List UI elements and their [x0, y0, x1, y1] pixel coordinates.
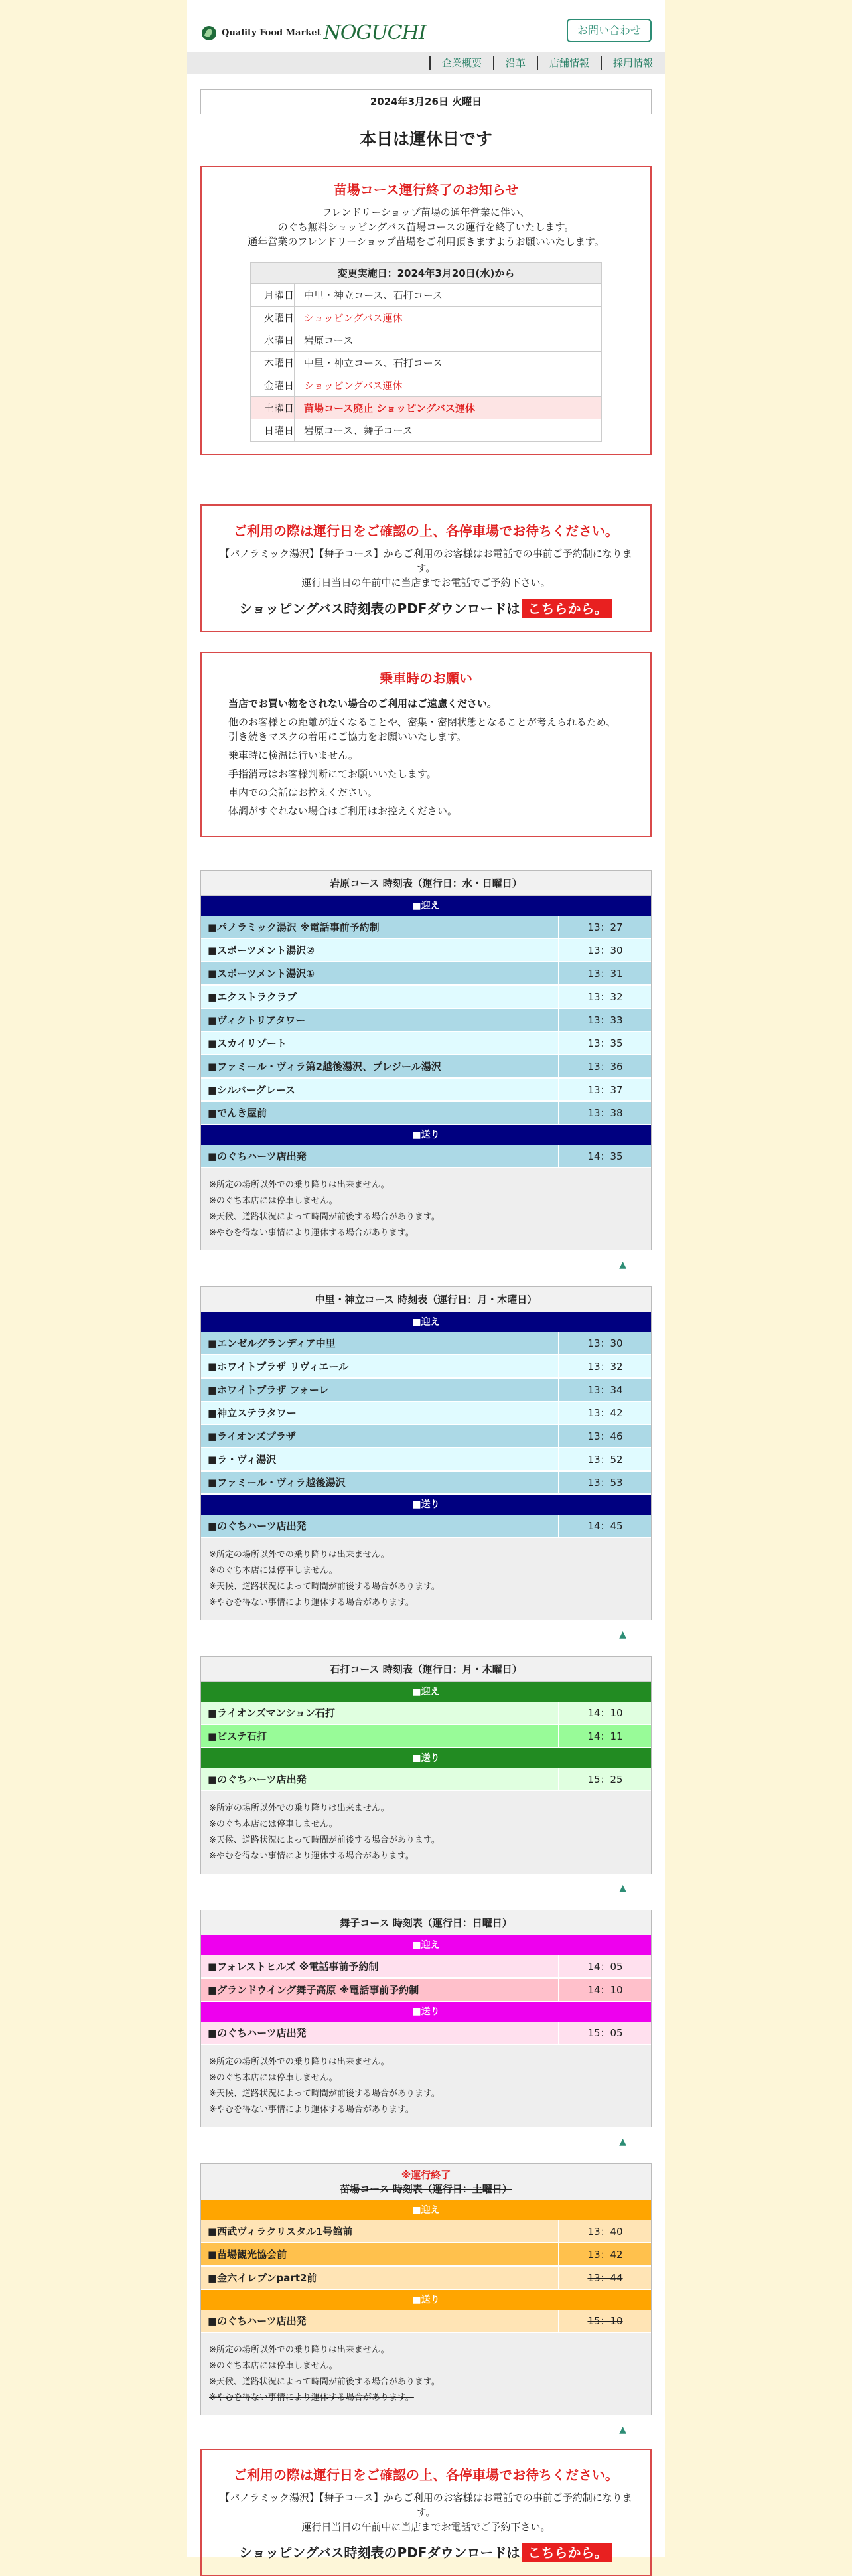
stop-name: ■ファミール・ヴィラ第2越後湯沢、プレジール湯沢	[201, 1055, 559, 1077]
stop-time: 14：11	[587, 1730, 623, 1742]
back-to-top-icon[interactable]: ▲	[619, 2425, 626, 2435]
stop-time: 13：36	[587, 1061, 623, 1073]
stop-time: 14：05	[587, 1961, 623, 1973]
pdf-download-link[interactable]: こちらから。	[522, 599, 612, 618]
section-band: ■迎え	[201, 896, 651, 916]
stop-time: 13：34	[587, 1384, 623, 1396]
stop-name: ■のぐちハーツ店出発	[201, 2022, 559, 2044]
stop-name: ■ビステ石打	[201, 1725, 559, 1747]
stop-name: ■グランドウイング舞子高原 ※電話事前予約制	[201, 1979, 559, 2001]
contact-button[interactable]: お問い合わせ	[567, 19, 652, 42]
date-display: 2024年3月26日 火曜日	[200, 89, 652, 114]
table-row	[251, 284, 602, 307]
timetable	[200, 1910, 652, 2127]
logo[interactable]	[202, 21, 426, 44]
timetable-notes	[201, 2333, 651, 2415]
stop-time: 15：05	[587, 2027, 623, 2039]
list-item: 当店でお買い物をされない場合のご利用はご遠慮ください。	[228, 698, 498, 710]
notice-body	[215, 205, 637, 249]
stop-name: ■ライオンズプラザ	[201, 1425, 559, 1447]
stop-name: ■スカイリゾート	[201, 1032, 559, 1054]
boarding-title: 乗車時のお願い	[380, 670, 472, 686]
table-row	[201, 1145, 651, 1168]
list-item: 体調がすぐれない場合はご利用はお控えください。	[228, 805, 458, 817]
timetable-title: 舞子コース 時刻表（運行日：日曜日）	[201, 1910, 651, 1935]
stop-name: ■神立ステラタワー	[201, 1402, 559, 1424]
table-row	[201, 1379, 651, 1402]
note-line: ※天候、道路状況によって時間が前後する場合があります。	[209, 1835, 440, 1845]
note-line: ※やむを得ない事情により運休する場合があります。	[209, 1228, 414, 1238]
schedule-change-header: 変更実施日：2024年3月20日(水)から	[251, 263, 602, 284]
confirm-line: 【パノラミック湯沢】【舞子コース】からご利用のお客様はお電話での事前ご予約制になります。	[220, 548, 632, 574]
stop-name: ■でんき屋前	[201, 1102, 559, 1124]
confirm-line: 【パノラミック湯沢】【舞子コース】からご利用のお客様はお電話での事前ご予約制になります。	[220, 2492, 632, 2518]
stop-time: 13：46	[587, 1430, 623, 1442]
note-line: ※のぐち本店には停車しません。	[209, 2073, 338, 2083]
note-line: ※やむを得ない事情により運休する場合があります。	[209, 2393, 414, 2403]
table-row	[201, 1032, 651, 1055]
closed-message: 本日は運休日です	[359, 129, 492, 149]
table-row	[201, 1079, 651, 1102]
table-row	[201, 939, 651, 962]
nav-history[interactable]: 沿革	[493, 56, 537, 70]
timetable	[200, 2163, 652, 2415]
timetable-title: 岩原コース 時刻表（運行日：水・日曜日）	[201, 871, 651, 896]
stop-name: ■フォレストヒルズ ※電話事前予約制	[201, 1955, 559, 1977]
stop-time: 13：37	[587, 1084, 623, 1096]
note-line: ※天候、道路状況によって時間が前後する場合があります。	[209, 1582, 440, 1592]
section-band: ■送り	[201, 1495, 651, 1515]
stop-name: ■金六イレブンpart2前	[201, 2267, 559, 2289]
back-to-top-icon[interactable]: ▲	[619, 1883, 626, 1894]
table-row	[201, 1425, 651, 1448]
note-line: ※天候、道路状況によって時間が前後する場合があります。	[209, 2377, 440, 2387]
stop-time: 13：32	[587, 1361, 623, 1373]
list-item: 乗車時に検温は行いません。	[228, 749, 358, 761]
table-row	[201, 2310, 651, 2333]
day-cell: 土曜日	[251, 397, 295, 419]
timetable-notes	[201, 1168, 651, 1250]
page	[187, 0, 665, 2561]
note-line: ※所定の場所以外での乗り降りは出来ません。	[209, 2345, 390, 2355]
section-band: ■送り	[201, 2290, 651, 2310]
note-line: ※やむを得ない事情により運休する場合があります。	[209, 2105, 414, 2115]
stop-name: ■ライオンズマンション石打	[201, 1702, 559, 1724]
info-cell: 中里・神立コース、石打コース	[295, 352, 602, 374]
table-row	[201, 916, 651, 939]
note-line: ※やむを得ない事情により運休する場合があります。	[209, 1851, 414, 1861]
table-row	[251, 397, 602, 419]
stop-time: 13：53	[587, 1477, 623, 1489]
table-row	[201, 1768, 651, 1791]
leaf-logo-icon	[202, 26, 216, 40]
info-cell: 岩原コース、舞子コース	[295, 419, 602, 442]
note-line: ※のぐち本店には停車しません。	[209, 1819, 338, 1829]
stop-name: ■シルバーグレース	[201, 1079, 559, 1100]
table-row	[251, 329, 602, 352]
stop-name: ■ヴィクトリアタワー	[201, 1009, 559, 1031]
day-cell: 月曜日	[251, 284, 295, 307]
notice-line: 通年営業のフレンドリーショップ苗場をご利用頂きますようお願いいたします。	[248, 236, 604, 248]
table-row	[201, 1055, 651, 1079]
note-line: ※天候、道路状況によって時間が前後する場合があります。	[209, 1212, 440, 1222]
timetable-notes	[201, 1791, 651, 1874]
stop-name: ■スポーツメント湯沢①	[201, 962, 559, 984]
notice-box	[200, 166, 652, 455]
pdf-download	[211, 2542, 641, 2561]
stop-name: ■ホワイトプラザ リヴィエール	[201, 1355, 559, 1377]
boarding-list	[228, 696, 624, 818]
timetable-title: 石打コース 時刻表（運行日：月・木曜日）	[201, 1657, 651, 1682]
info-cell: 岩原コース	[295, 329, 602, 352]
logo-word: NOGUCHI	[323, 21, 426, 44]
stop-time: 14：35	[587, 1150, 623, 1162]
stop-time: 13：35	[587, 1037, 623, 1049]
list-item: 車内での会話はお控えください。	[228, 787, 378, 798]
confirm-title: ご利用の際は運行日をご確認の上、各停車場でお待ちください。	[234, 523, 618, 539]
stop-name: ■のぐちハーツ店出発	[201, 1768, 559, 1790]
stop-time: 13：42	[587, 2249, 623, 2261]
section-band: ■送り	[201, 1748, 651, 1768]
stop-time: 13：42	[587, 1407, 623, 1419]
stop-name: ■のぐちハーツ店出発	[201, 2310, 559, 2332]
table-row	[251, 419, 602, 442]
table-row	[201, 1725, 651, 1748]
confirm-line: 運行日当日の午前中に当店までお電話でご予約下さい。	[301, 2521, 551, 2533]
stop-name: ■パノラミック湯沢 ※電話事前予約制	[201, 916, 559, 938]
note-line: ※所定の場所以外での乗り降りは出来ません。	[209, 1180, 390, 1190]
table-row	[201, 2220, 651, 2243]
pdf-text: ショッピングバス時刻表のPDFダウンロードは	[239, 2545, 520, 2561]
table-row	[201, 1702, 651, 1725]
note-line: ※のぐち本店には停車しません。	[209, 1196, 338, 1206]
stop-time: 13：31	[587, 968, 623, 980]
section-band: ■迎え	[201, 2200, 651, 2220]
table-row	[201, 1402, 651, 1425]
info-cell: ショッピングバス運休	[295, 374, 602, 397]
stop-time: 13：44	[587, 2272, 623, 2284]
timetable-title: 中里・神立コース 時刻表（運行日：月・木曜日）	[201, 1287, 651, 1312]
stop-time: 14：45	[587, 1520, 623, 1532]
info-cell: ショッピングバス運休	[295, 307, 602, 329]
stop-name: ■スポーツメント湯沢②	[201, 939, 559, 961]
day-cell: 火曜日	[251, 307, 295, 329]
stop-name: ■エンゼルグランディア中里	[201, 1332, 559, 1354]
table-row	[201, 986, 651, 1009]
back-to-top-icon[interactable]: ▲	[619, 1260, 626, 1270]
stop-time: 13：32	[587, 991, 623, 1003]
nav-stores[interactable]: 店舗情報	[537, 56, 601, 70]
confirm-line: 運行日当日の午前中に当店までお電話でご予約下さい。	[301, 577, 551, 589]
timetable	[200, 1286, 652, 1620]
stop-time: 13：27	[587, 921, 623, 933]
header	[187, 0, 665, 52]
table-row	[201, 1355, 651, 1379]
notice-line: のぐち無料ショッピングバス苗場コースの運行を終了いたします。	[277, 221, 575, 233]
day-cell: 水曜日	[251, 329, 295, 352]
timetable-notes	[201, 1538, 651, 1620]
stop-time: 13：30	[587, 1337, 623, 1349]
table-row	[201, 1009, 651, 1032]
table-row	[201, 1332, 651, 1355]
confirm-box	[200, 504, 652, 632]
note-line: ※所定の場所以外での乗り降りは出来ません。	[209, 1803, 390, 1813]
table-row	[251, 374, 602, 397]
info-cell: 苗場コース廃止 ショッピングバス運休	[295, 397, 602, 419]
stop-time: 13：40	[587, 2226, 623, 2237]
timetable	[200, 870, 652, 1250]
table-row	[201, 2243, 651, 2267]
note-line: ※のぐち本店には停車しません。	[209, 1566, 338, 1576]
section-band: ■迎え	[201, 1682, 651, 1702]
stop-time: 15：10	[587, 2315, 623, 2327]
timetable-notes	[201, 2045, 651, 2127]
table-row	[201, 962, 651, 986]
confirm-box-bottom	[200, 2449, 652, 2576]
pdf-text: ショッピングバス時刻表のPDFダウンロードは	[239, 601, 520, 617]
back-to-top-icon[interactable]: ▲	[619, 2137, 626, 2147]
table-row	[201, 2267, 651, 2290]
boarding-box	[200, 652, 652, 837]
list-item: 手指消毒はお客様判断にてお願いいたします。	[228, 768, 437, 780]
timetables	[200, 870, 652, 2438]
table-row	[201, 1472, 651, 1495]
stop-name: ■のぐちハーツ店出発	[201, 1515, 559, 1537]
stop-time: 13：30	[587, 945, 623, 956]
stop-name: ■苗場観光協会前	[201, 2243, 559, 2265]
stop-name: ■のぐちハーツ店出発	[201, 1145, 559, 1167]
list-item: 他のお客様との距離が近くなることや、密集・密閉状態となることが考えられるため、引き続きマスクの着用にご協力をお願いいたします。	[228, 716, 616, 743]
note-line: ※のぐち本店には停車しません。	[209, 2361, 338, 2371]
stop-time: 13：33	[587, 1014, 623, 1026]
table-row	[201, 1102, 651, 1125]
notice-title: 苗場コース運行終了のお知らせ	[333, 182, 519, 198]
pdf-download-link[interactable]: こちらから。	[522, 2543, 612, 2562]
table-row	[201, 1515, 651, 1538]
pdf-download	[211, 598, 641, 617]
day-cell: 日曜日	[251, 419, 295, 442]
section-band: ■迎え	[201, 1935, 651, 1955]
timetable-header	[201, 2164, 651, 2200]
table-row	[201, 2022, 651, 2045]
table-row	[201, 1448, 651, 1472]
notice-line: フレンドリーショップ苗場の通年営業に伴い、	[322, 206, 530, 218]
stop-name: ■ホワイトプラザ フォーレ	[201, 1379, 559, 1401]
timetable-title: 苗場コース 時刻表（運行日：土曜日）	[340, 2183, 512, 2195]
confirm-body	[211, 546, 641, 590]
note-line: ※所定の場所以外での乗り降りは出来ません。	[209, 2057, 390, 2067]
stop-name: ■エクストラクラブ	[201, 986, 559, 1008]
stop-time: 13：38	[587, 1107, 623, 1119]
stop-time: 15：25	[587, 1774, 623, 1785]
nav-recruit[interactable]: 採用情報	[601, 56, 653, 70]
table-row	[251, 352, 602, 374]
stop-name: ■西武ヴィラクリスタル1号館前	[201, 2220, 559, 2242]
stop-name: ■ファミール・ヴィラ越後湯沢	[201, 1472, 559, 1493]
confirm-body	[211, 2490, 641, 2534]
note-line: ※やむを得ない事情により運休する場合があります。	[209, 1598, 414, 1608]
day-cell: 金曜日	[251, 374, 295, 397]
stop-name: ■ラ・ヴィ湯沢	[201, 1448, 559, 1470]
stop-time: 14：10	[587, 1707, 623, 1719]
ended-label: ※運行終了	[401, 2169, 451, 2181]
table-row	[251, 307, 602, 329]
main-nav	[187, 52, 665, 74]
confirm-title: ご利用の際は運行日をご確認の上、各停車場でお待ちください。	[234, 2467, 618, 2483]
back-to-top-icon[interactable]: ▲	[619, 1629, 626, 1640]
note-line: ※天候、道路状況によって時間が前後する場合があります。	[209, 2089, 440, 2099]
stop-time: 14：10	[587, 1984, 623, 1996]
day-cell: 木曜日	[251, 352, 295, 374]
main-content	[187, 89, 665, 2576]
section-band: ■送り	[201, 2002, 651, 2022]
table-row	[201, 1955, 651, 1979]
schedule-change-table	[250, 262, 602, 442]
info-cell: 中里・神立コース、石打コース	[295, 284, 602, 307]
stop-time: 13：52	[587, 1454, 623, 1466]
logo-text: Quality Food Market	[222, 28, 321, 38]
section-band: ■送り	[201, 1125, 651, 1145]
section-band: ■迎え	[201, 1312, 651, 1332]
timetable	[200, 1656, 652, 1874]
table-row	[201, 1979, 651, 2002]
note-line: ※所定の場所以外での乗り降りは出来ません。	[209, 1550, 390, 1560]
nav-company[interactable]: 企業概要	[429, 56, 493, 70]
